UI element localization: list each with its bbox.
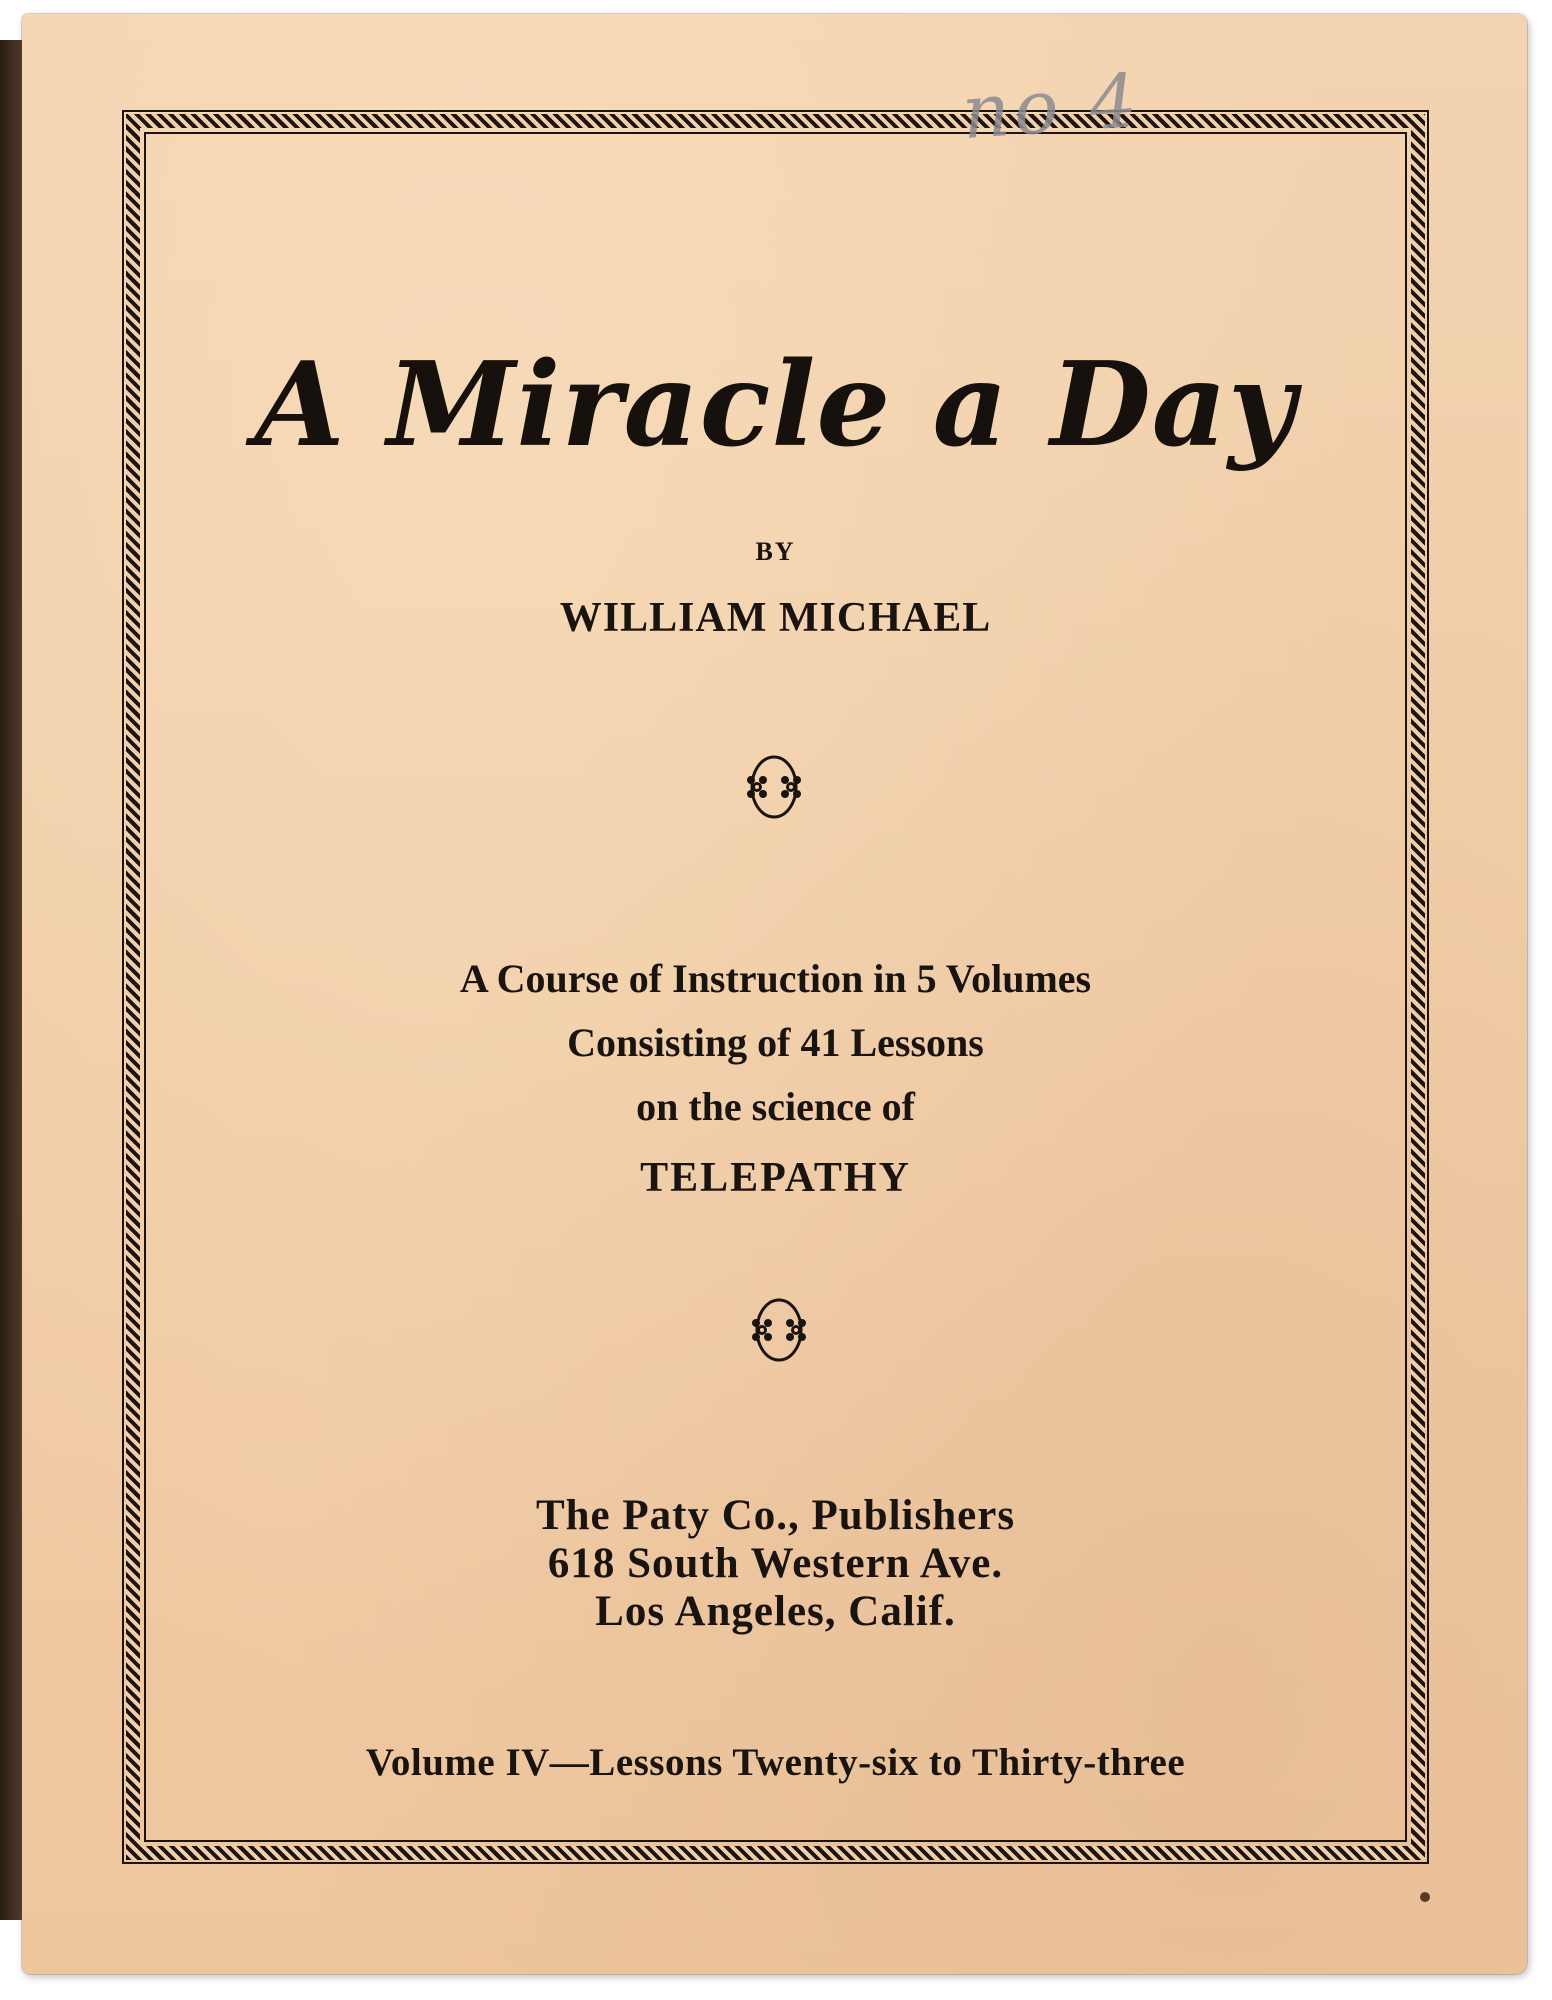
description-line: on the science of <box>636 1084 915 1129</box>
volume-info: Volume IV—Lessons Twenty-six to Thirty-three <box>365 1741 1186 1784</box>
course-description <box>144 947 1407 1139</box>
publisher-block <box>144 1492 1407 1636</box>
floral-ornament-icon <box>734 1295 824 1365</box>
floral-ornament-icon <box>729 752 819 822</box>
description-line: A Course of Instruction in 5 Volumes <box>459 956 1092 1001</box>
author-name: WILLIAM MICHAEL <box>559 595 992 641</box>
paper-speck <box>1420 1892 1430 1902</box>
book-cover-page <box>22 14 1527 1974</box>
handwritten-note: no 4 <box>959 57 1144 157</box>
publisher-line: The Paty Co., Publishers <box>535 1492 1016 1539</box>
publisher-line: 618 South Western Ave. <box>547 1540 1004 1587</box>
byline: BY <box>755 537 796 566</box>
subject-title: TELEPATHY <box>640 1155 911 1201</box>
description-line: Consisting of 41 Lessons <box>567 1020 984 1065</box>
publisher-line: Los Angeles, Calif. <box>595 1588 956 1635</box>
book-title: A Miracle a Day <box>254 337 1297 473</box>
